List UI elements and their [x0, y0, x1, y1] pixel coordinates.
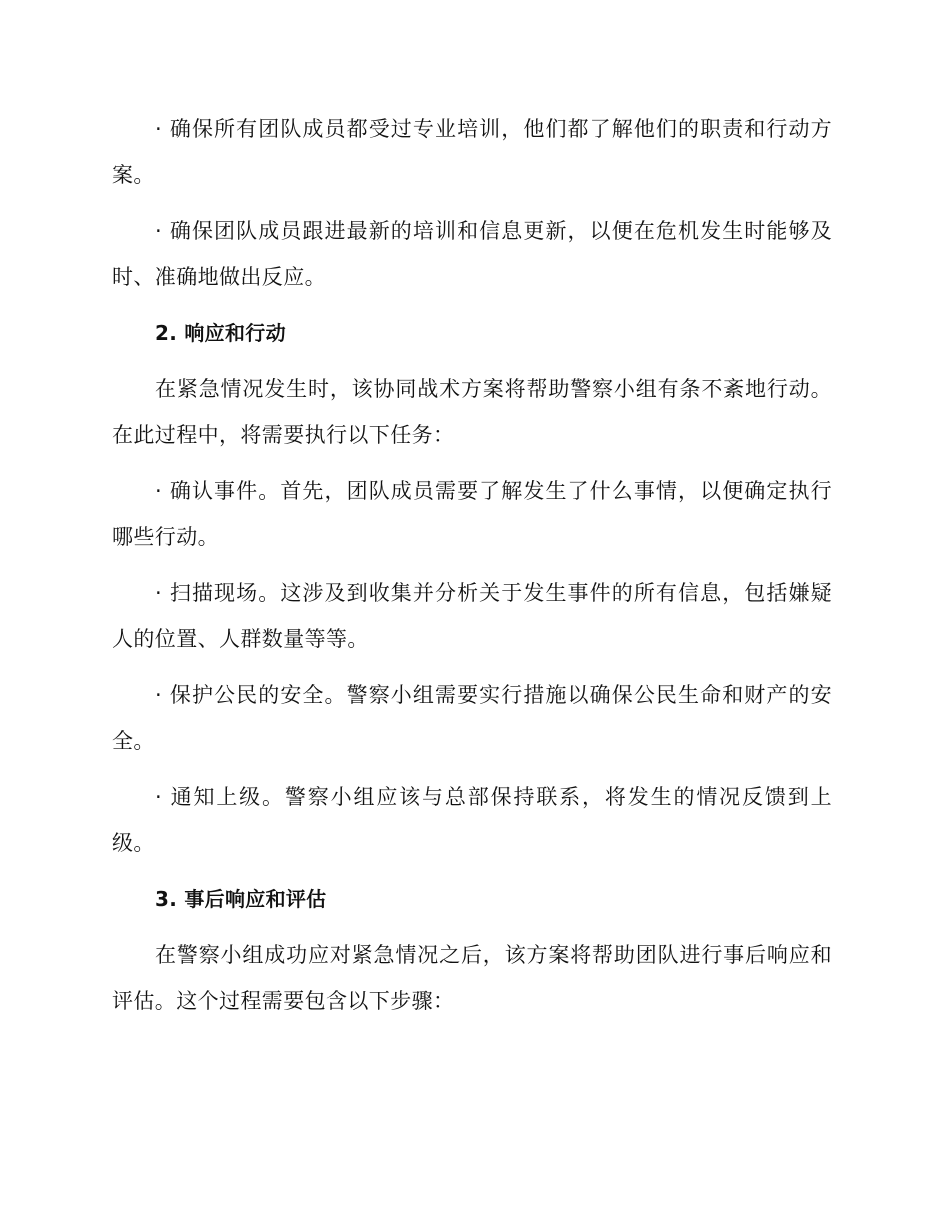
- bullet-updates: · 确保团队成员跟进最新的培训和信息更新，以便在危机发生时能够及时、准确地做出反应。: [112, 219, 832, 289]
- section-heading-response: 2. 响应和行动: [155, 321, 286, 345]
- bullet-confirm-event: · 确认事件。首先，团队成员需要了解发生了什么事情，以便确定执行哪些行动。: [112, 479, 832, 549]
- paragraph-response-intro: 在紧急情况发生时，该协同战术方案将帮助警察小组有条不紊地行动。在此过程中，将需要执行以下任务：: [112, 377, 832, 447]
- bullet-protect-citizens: · 保护公民的安全。警察小组需要实行措施以确保公民生命和财产的安全。: [112, 683, 832, 753]
- bullet-notify-superiors: · 通知上级。警察小组应该与总部保持联系，将发生的情况反馈到上级。: [112, 785, 832, 855]
- section-heading-evaluation: 3. 事后响应和评估: [155, 887, 327, 911]
- bullet-scan-scene: · 扫描现场。这涉及到收集并分析关于发生事件的所有信息，包括嫌疑人的位置、人群数量等等。: [112, 581, 832, 651]
- bullet-training: · 确保所有团队成员都受过专业培训，他们都了解他们的职责和行动方案。: [112, 117, 832, 187]
- paragraph-evaluation-intro: 在警察小组成功应对紧急情况之后，该方案将帮助团队进行事后响应和评估。这个过程需要包含以下步骤：: [112, 943, 832, 1013]
- document-body: [112, 106, 832, 1034]
